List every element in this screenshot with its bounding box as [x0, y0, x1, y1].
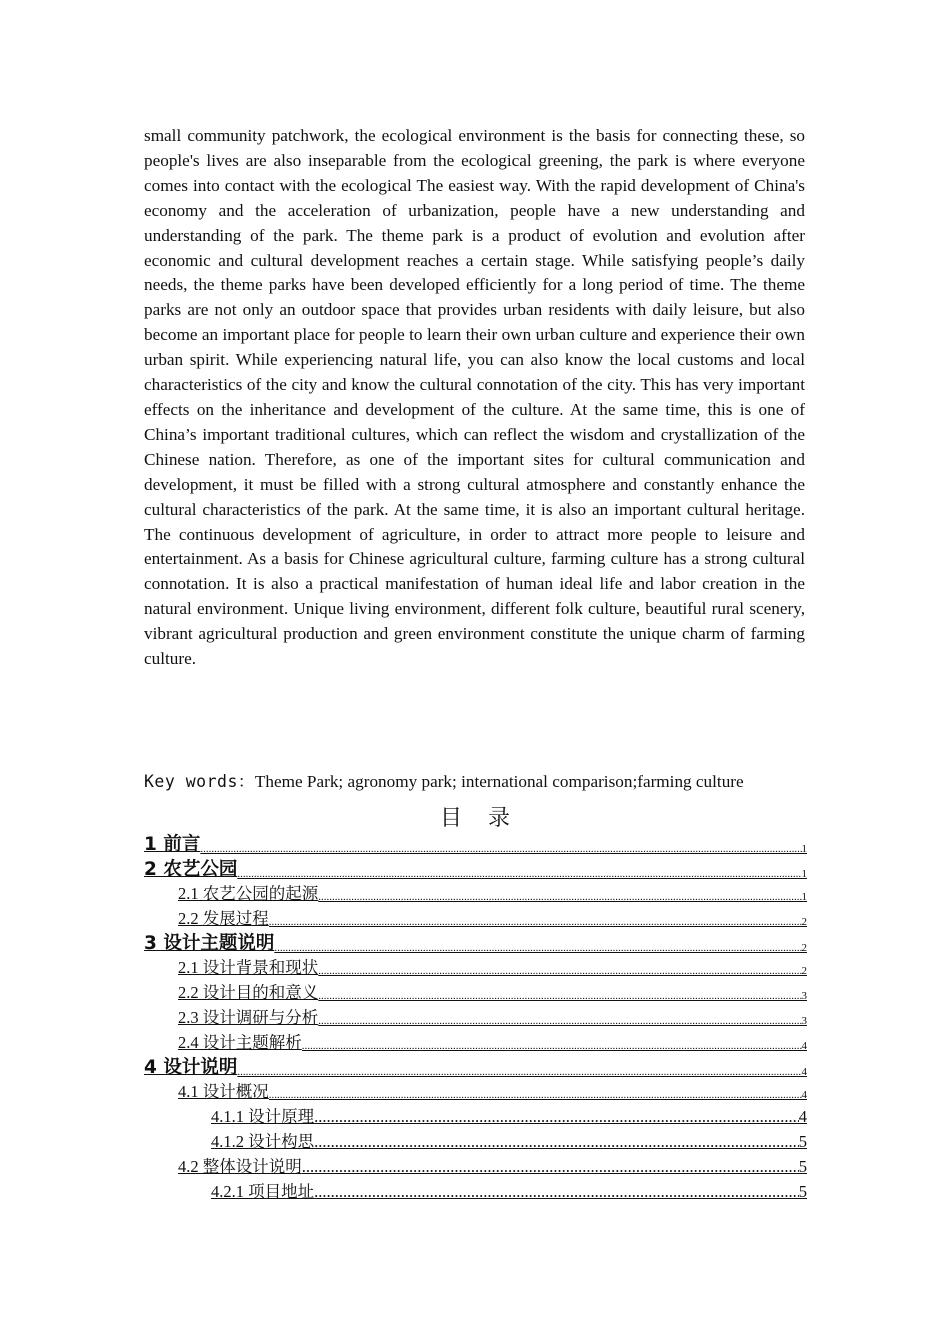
toc-entry-title: 2.4 设计主题解析 — [178, 1033, 302, 1052]
keywords-line — [144, 770, 806, 794]
toc-entry-3-3[interactable] — [144, 1007, 807, 1029]
toc-entry-page: 3 — [801, 990, 807, 1002]
toc-entry-2-1[interactable] — [144, 883, 807, 905]
toc-entry-3[interactable] — [144, 932, 807, 956]
toc-entry-page: 5 — [798, 1182, 807, 1201]
toc-entry-1[interactable] — [144, 833, 807, 857]
toc-entry-3-4[interactable] — [144, 1032, 807, 1054]
toc-entry-title: 4.1.1 设计原理 — [211, 1107, 315, 1126]
toc-leader — [302, 1038, 802, 1054]
toc-leader — [314, 1106, 799, 1128]
toc-leader — [314, 1131, 799, 1153]
toc-entry-4-2-1[interactable] — [144, 1181, 807, 1203]
toc-entry-page: 2 — [801, 965, 807, 977]
toc-leader — [314, 1181, 799, 1203]
toc-entry-4-1[interactable] — [144, 1081, 807, 1103]
toc-leader — [302, 1156, 799, 1178]
toc-entry-2-2[interactable] — [144, 908, 807, 930]
toc-entry-page: 4 — [798, 1107, 807, 1126]
toc-title: 目录 — [439, 806, 536, 831]
toc-entry-page: 1 — [801, 868, 807, 880]
toc-entry-title: 2.2 发展过程 — [178, 909, 269, 928]
toc-entry-page: 4 — [801, 1089, 807, 1101]
toc-entry-page: 5 — [798, 1132, 807, 1151]
keywords-value: Theme Park; agronomy park; international comparison;farming culture — [254, 772, 744, 791]
toc-entry-page: 4 — [801, 1040, 807, 1052]
toc-entry-4[interactable] — [144, 1056, 807, 1080]
abstract-paragraph: small community patchwork, the ecological environment is the basis for connecting these, so people's lives are also inseparable from the ecological greening, the park is where everyone comes into contact with the ecological The easiest way. With the rapid development of China's economy and the acceleration of urbanization, people have a new understanding and understanding of the park. The theme park is a product of evolution and evolution after economic and cultural development reaches a certain stage. While satisfying people’s daily needs, the theme parks have been developed efficiently for a long period of time. The theme parks are not only an outdoor space that provides urban residents with daily leisure, but also become an important place for people to learn their own urban culture and experience their own urban spirit. While experiencing natural life, you can also know the local customs and local characteristics of the city and know the cultural connotation of the city. This has very important effects on the inheritance and development of the culture. At the same time, this is one of China’s important traditional cultures, which can reflect the wisdom and crystallization of the Chinese nation. Therefore, as one of the important sites for cultural communication and development, it must be filled with a strong cultural atmosphere and constantly enhance the cultural characteristics of the park. At the same time, it is also an important cultural heritage. The continuous development of agriculture, in order to attract more people to leisure and entertainment. As a basis for Chinese agricultural culture, farming culture has a strong cultural connotation. It is also a practical manifestation of human ideal life and labor creation in the natural environment. Unique living environment, different folk culture, beautiful rural scenery, vibrant agricultural production and green environment constitute the unique charm of farming culture. — [144, 126, 805, 669]
toc-entry-title: 2.3 设计调研与分析 — [178, 1008, 319, 1027]
toc-entry-4-1-2[interactable] — [144, 1131, 807, 1153]
toc-entry-4-2[interactable] — [144, 1156, 807, 1178]
keywords-label: Key words： — [144, 772, 255, 791]
toc-leader — [318, 963, 801, 979]
toc-entry-page: 5 — [798, 1157, 807, 1176]
toc-entry-title: 1 前言 — [144, 834, 201, 855]
toc-leader — [237, 1064, 801, 1080]
toc-entry-title: 2.1 农艺公园的起源 — [178, 884, 319, 903]
toc-entry-page: 1 — [801, 891, 807, 903]
toc-entry-3-2[interactable] — [144, 982, 807, 1004]
toc-entry-title: 4.1 设计概况 — [178, 1082, 269, 1101]
toc-entry-page: 1 — [801, 843, 807, 855]
toc-leader — [274, 940, 801, 956]
toc-leader — [318, 889, 801, 905]
toc-entry-page: 2 — [801, 916, 807, 928]
toc-leader — [269, 914, 802, 930]
toc-entry-title: 4.1.2 设计构思 — [211, 1132, 315, 1151]
toc-leader — [318, 988, 801, 1004]
toc-entry-title: 4.2.1 项目地址 — [211, 1182, 315, 1201]
toc-entry-title: 4.2 整体设计说明 — [178, 1157, 302, 1176]
toc-entry-title: 2.2 设计目的和意义 — [178, 983, 319, 1002]
toc-entry-title: 3 设计主题说明 — [144, 933, 275, 954]
toc-leader — [318, 1013, 801, 1029]
toc-leader — [269, 1087, 802, 1103]
toc-entry-page: 2 — [801, 942, 807, 954]
toc-leader — [200, 841, 801, 857]
toc-leader — [237, 866, 801, 882]
toc-entry-page: 4 — [801, 1066, 807, 1078]
toc-entry-title: 4 设计说明 — [144, 1057, 238, 1078]
toc-entry-page: 3 — [801, 1015, 807, 1027]
toc-entry-3-1[interactable] — [144, 957, 807, 979]
toc-entry-4-1-1[interactable] — [144, 1106, 807, 1128]
toc-entry-title: 2 农艺公园 — [144, 859, 238, 880]
toc-entry-2[interactable] — [144, 858, 807, 882]
toc-entry-title: 2.1 设计背景和现状 — [178, 958, 319, 977]
